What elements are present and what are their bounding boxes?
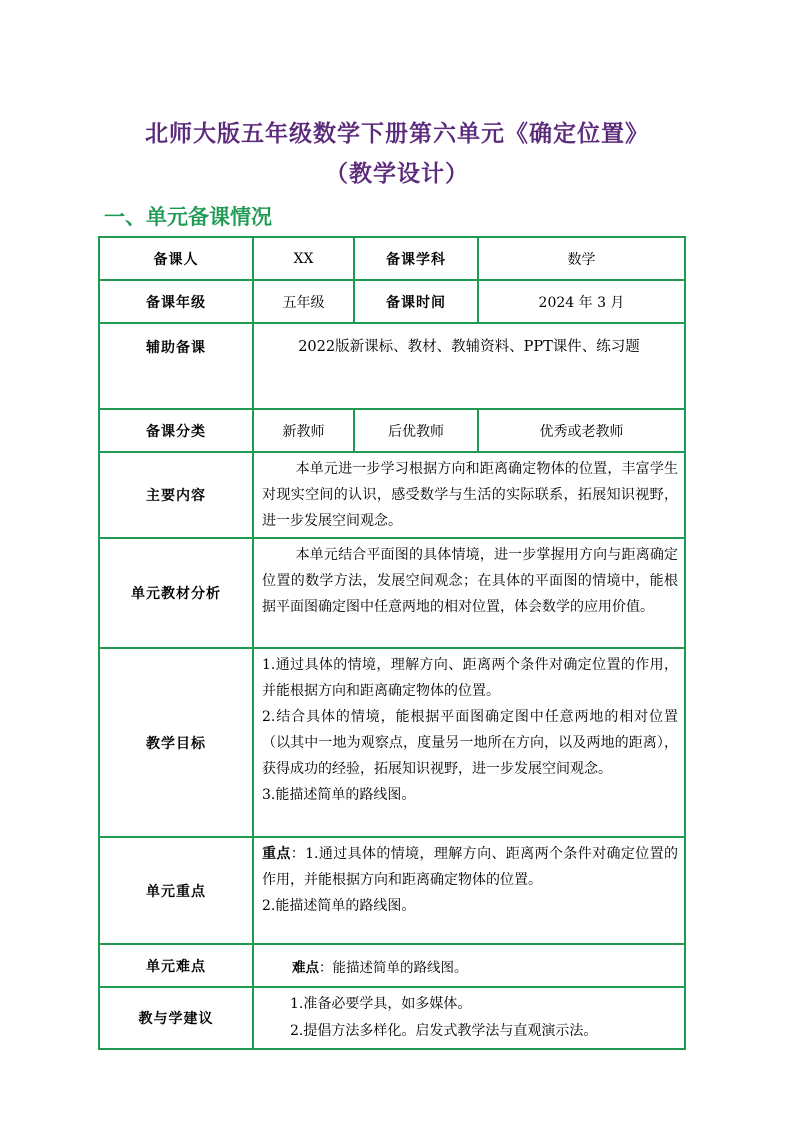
analysis-label: 单元教材分析 [99,538,253,648]
goals-cell [253,648,685,837]
document-title: 北师大版五年级数学下册第六单元《确定位置》 [145,120,649,147]
subject-value: 数学 [478,237,685,280]
focus-item: 2.能描述简单的路线图。 [262,898,416,914]
category-label: 备课分类 [99,409,253,452]
advice-label: 教与学建议 [99,987,253,1049]
category-improve: 后优教师 [354,409,478,452]
aux-value: 2022版新课标、教材、教辅资料、PPT课件、练习题 [253,323,685,409]
table-row [99,237,685,280]
table-row [99,538,685,648]
advice-item: 1.准备必要学具，如多媒体。 [290,996,472,1012]
time-label: 备课时间 [354,280,478,323]
content-value: 本单元进一步学习根据方向和距离确定物体的位置，丰富学生对现实空间的认识，感受数学与生活的实际联系，拓展知识视野，进一步发展空间观念。 [262,461,678,529]
category-new: 新教师 [253,409,354,452]
preparer-value: XX [253,237,354,280]
analysis-value: 本单元结合平面图的具体情境，进一步掌握用方向与距离确定位置的数学方法，发展空间观念；在具体的平面图的情境中，能根据平面图确定图中任意两地的相对位置，体会数学的应用价值。 [262,547,678,615]
content-label: 主要内容 [99,452,253,538]
lesson-plan-table [98,236,686,1050]
table-row [99,987,685,1049]
table-row [99,944,685,987]
goal-item: 3.能描述简单的路线图。 [262,787,416,803]
content-cell [253,452,685,538]
grade-value: 五年级 [253,280,354,323]
table-row [99,837,685,944]
aux-label: 辅助备课 [99,323,253,409]
grade-label: 备课年级 [99,280,253,323]
focus-cell [253,837,685,944]
table-row [99,280,685,323]
goals-label: 教学目标 [99,648,253,837]
table-row [99,409,685,452]
difficulty-label: 单元难点 [99,944,253,987]
table-row [99,323,685,409]
difficulty-cell [253,944,685,987]
subject-label: 备课学科 [354,237,478,280]
section-heading: 一、单元备课情况 [104,204,272,229]
table-row [99,452,685,538]
document-subtitle: （教学设计） [325,160,469,187]
focus-item [262,841,678,893]
focus-text: ：1.通过具体的情境，理解方向、距离两个条件对确定位置的作用，并能根据方向和距离确定物体的位置。 [262,846,679,888]
preparer-label: 备课人 [99,237,253,280]
category-excellent: 优秀或老教师 [478,409,685,452]
difficulty-key: 难点 [292,959,319,976]
goal-item: 1.通过具体的情境，理解方向、距离两个条件对确定位置的作用，并能根据方向和距离确定物体的位置。 [262,657,678,699]
focus-label: 单元重点 [99,837,253,944]
advice-cell [253,987,685,1049]
goal-item: 2.结合具体的情境，能根据平面图确定图中任意两地的相对位置（以其中一地为观察点，度量另一地所在方向，以及两地的距离），获得成功的经验，拓展知识视野，进一步发展空间观念。 [262,709,678,777]
advice-item: 2.提倡方法多样化。启发式教学法与直观演示法。 [290,1023,598,1039]
analysis-cell [253,538,685,648]
difficulty-text: ：能描述简单的路线图。 [319,959,468,976]
focus-key: 重点 [262,846,291,862]
time-value: 2024 年 3 月 [478,280,685,323]
table-row [99,648,685,837]
